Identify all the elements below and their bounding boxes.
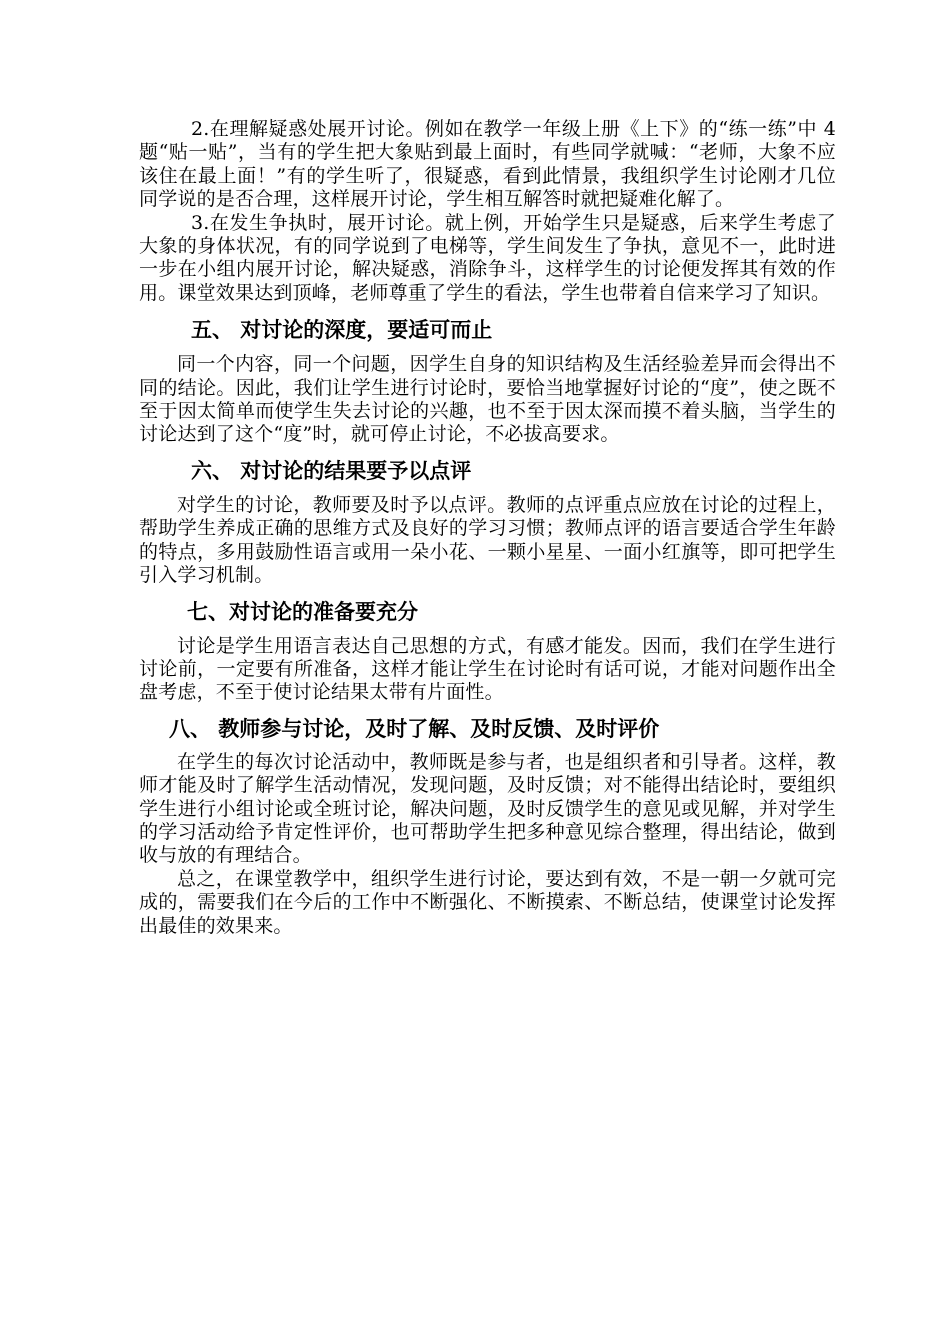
section-5-paragraph: 同一个内容，同一个问题，因学生自身的知识结构及生活经验差异而会得出不同的结论。因此，我们让学生进行讨论时，要恰当地掌握好讨论的“度”，使之既不至于因太简单而使学生失去讨论的兴趣，也不至于因太深而摸不着头脑，当学生的讨论达到了这个“度”时，就可停止讨论，不必拔高要求。 bbox=[139, 353, 836, 446]
paragraph-discuss-at-doubt: 2.在理解疑惑处展开讨论。例如在教学一年级上册《上下》的“练一练”中 4 题“贴一贴”，当有的学生把大象贴到最上面时，有些同学就喊：“老师，大象不应该住在最上面！”有的学生听了，很疑惑，看到此情景，我组织学生讨论刚才几位同学说的是否合理，这样展开讨论，学生相互解答时就把疑难化解了。 bbox=[139, 118, 836, 211]
document-page bbox=[139, 118, 836, 938]
section-heading-5: 五、 对讨论的深度，要适可而止 bbox=[191, 318, 493, 343]
section-heading-7: 七、对讨论的准备要充分 bbox=[187, 599, 418, 624]
section-8-paragraph: 在学生的每次讨论活动中，教师既是参与者，也是组织者和引导者。这样，教师才能及时了解学生活动情况，发现问题，及时反馈；对不能得出结论时，要组织学生进行小组讨论或全班讨论，解决问题，及时反馈学生的意见或见解，并对学生的学习活动给予肯定性评价，也可帮助学生把多种意见综合整理，得出结论，做到收与放的有理结合。 bbox=[139, 750, 836, 867]
paragraph-discuss-at-dispute: 3.在发生争执时，展开讨论。就上例，开始学生只是疑惑，后来学生考虑了大象的身体状况，有的同学说到了电梯等，学生间发生了争执，意见不一，此时进一步在小组内展开讨论，解决疑惑，消除争斗，这样学生的讨论便发挥其有效的作用。课堂效果达到顶峰，老师尊重了学生的看法，学生也带着自信来学习了知识。 bbox=[139, 211, 836, 304]
section-heading-6: 六、 对讨论的结果要予以点评 bbox=[191, 458, 472, 483]
section-6-paragraph: 对学生的讨论，教师要及时予以点评。教师的点评重点应放在讨论的过程上，帮助学生养成正确的思维方式及良好的学习习惯；教师点评的语言要适合学生年龄的特点，多用鼓励性语言或用一朵小花、一颗小星星、一面小红旗等，即可把学生引入学习机制。 bbox=[139, 493, 836, 587]
section-7-paragraph: 讨论是学生用语言表达自己思想的方式，有感才能发。因而，我们在学生进行讨论前，一定要有所准备，这样才能让学生在讨论时有话可说，才能对问题作出全盘考虑，不至于使讨论结果太带有片面性。 bbox=[139, 634, 836, 704]
section-heading-8: 八、 教师参与讨论，及时了解、及时反馈、及时评价 bbox=[169, 716, 660, 741]
conclusion-paragraph: 总之，在课堂教学中，组织学生进行讨论，要达到有效，不是一朝一夕就可完成的，需要我们在今后的工作中不断强化、不断摸索、不断总结，使课堂讨论发挥出最佳的效果来。 bbox=[139, 867, 836, 937]
